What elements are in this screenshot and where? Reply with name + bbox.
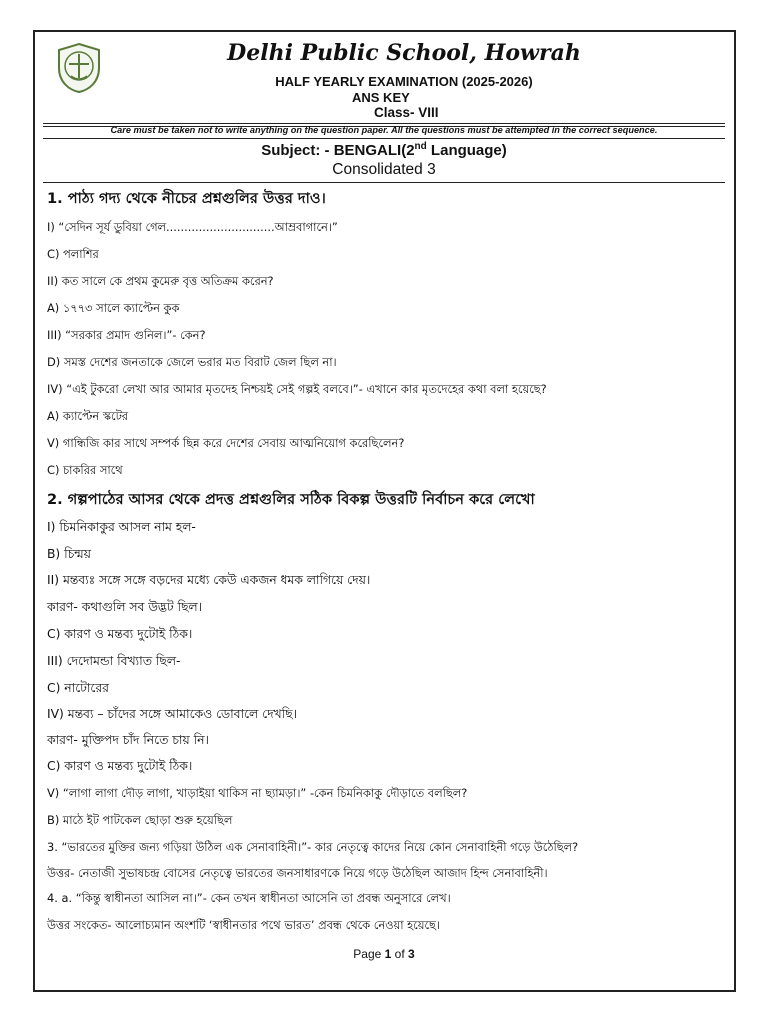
- question-line: V) গান্ধিজি কার সাথে সম্পর্ক ছিন্ন করে দেশের সেবায় আত্মনিয়োগ করেছিলেন?: [47, 436, 405, 450]
- question-line: I) “সেদিন সূর্য ডুবিয়া গেল..............................আম্রবাগানে।”: [47, 220, 338, 234]
- answer-line: উত্তর- নেতাজী সুভাষচন্দ্র বোসের নেতৃত্বে ভারতের জনসাধারণকে নিয়ে গড়ে উঠেছিল আজাদ হিন্দ সেনাবাহিনী।: [47, 866, 548, 880]
- question-line: IV) “এই টুকরো লেখা আর আমার মৃতদেহ নিশ্চয়ই সেই গল্পই বলবে।”- এখানে কার মৃতদেহের কথা বলা হয়েছে?: [47, 382, 547, 396]
- question-line: I) চিমনিকাকুর আসল নাম হল-: [47, 520, 196, 534]
- question-1-heading: 1. পাঠ্য গদ্য থেকে নীচের প্রশ্নগুলির উত্তর দাও।: [47, 190, 326, 207]
- answer-line: C) কারণ ও মন্তব্য দুটোই ঠিক।: [47, 759, 193, 773]
- ans-key-label: ANS KEY: [352, 90, 410, 105]
- answer-line: A) ক্যাপ্টেন স্কটের: [47, 409, 129, 423]
- reason-line: কারণ- কথাগুলি সব উদ্ভট ছিল।: [47, 600, 202, 614]
- divider: [43, 182, 725, 183]
- question-line: II) কত সালে কে প্রথম কুমেরু বৃত্ত অতিক্রম করেন?: [47, 274, 274, 288]
- question-3: 3. “ভারতের মুক্তির জন্য গড়িয়া উঠিল এক সেনাবাহিনী।”- কার নেতৃত্বে কাদের নিয়ে কোন সেনাবাহিনী গড়ে উঠেছিল?: [47, 840, 579, 854]
- answer-line: C) কারণ ও মন্তব্য দুটোই ঠিক।: [47, 627, 193, 641]
- consolidated-label: Consolidated 3: [332, 161, 436, 178]
- question-4: 4. a. “কিন্তু স্বাধীনতা আসিল না।”- কেন তখন স্বাধীনতা আসেনি তা প্রবন্ধ অনুসারে লেখ।: [47, 891, 451, 905]
- instruction-note: Care must be taken not to write anything on the question paper. All the questions must be attempted in the correct sequence.: [110, 125, 658, 135]
- answer-line: C) নাটোরের: [47, 681, 109, 695]
- answer-hint: উত্তর সংকেত- আলোচ্যমান অংশটি ‘স্বাধীনতার পথে ভারত’ প্রবন্ধ থেকে নেওয়া হয়েছে।: [47, 918, 440, 932]
- question-2-heading: 2. গল্পপাঠের আসর থেকে প্রদত্ত প্রশ্নগুলির সঠিক বিকল্প উত্তরটি নির্বাচন করে লেখো: [47, 491, 535, 508]
- exam-title: HALF YEARLY EXAMINATION (2025-2026): [275, 74, 533, 89]
- divider: [43, 123, 725, 124]
- answer-line: B) চিন্ময়: [47, 547, 91, 561]
- question-line: III) দেদোমন্ডা বিখ্যাত ছিল-: [47, 654, 181, 668]
- reason-line: কারণ- মুক্তিপদ চাঁদ নিতে চায় নি।: [47, 733, 209, 747]
- answer-line: C) পলাশির: [47, 247, 99, 261]
- answer-line: C) চাকরির সাথে: [47, 463, 123, 477]
- page-number: Page 1 of 3: [353, 947, 415, 961]
- question-line: II) মন্তব্যঃ সঙ্গে সঙ্গে বড়দের মধ্যে কেউ একজন ধমক লাগিয়ে দেয়।: [47, 573, 371, 587]
- answer-line: A) ১৭৭৩ সালে ক্যাপ্টেন কুক: [47, 301, 180, 315]
- answer-line: B) মাঠে ইট পাটকেল ছোড়া শুরু হয়েছিল: [47, 813, 233, 827]
- divider: [43, 138, 725, 139]
- subject-title: Subject: - BENGALI(2nd Language): [261, 141, 507, 159]
- school-name: Delhi Public School, Howrah: [227, 40, 581, 66]
- answer-line: D) সমস্ত দেশের জনতাকে জেলে ভরার মত বিরাট জেল ছিল না।: [47, 355, 337, 369]
- question-line: IV) মন্তব্য – চাঁদের সঙ্গে আমাকেও ডোবালে দেখছি।: [47, 707, 297, 721]
- class-label: Class- VIII: [374, 105, 439, 120]
- question-line: III) “সরকার প্রমাদ গুনিল।”- কেন?: [47, 328, 206, 342]
- question-line: V) “লাগা লাগা দৌড় লাগা, খাড়াইয়া থাকিস না ছ্যামড়া।” -কেন চিমনিকাকু দৌড়াতে বলছিল?: [47, 786, 468, 800]
